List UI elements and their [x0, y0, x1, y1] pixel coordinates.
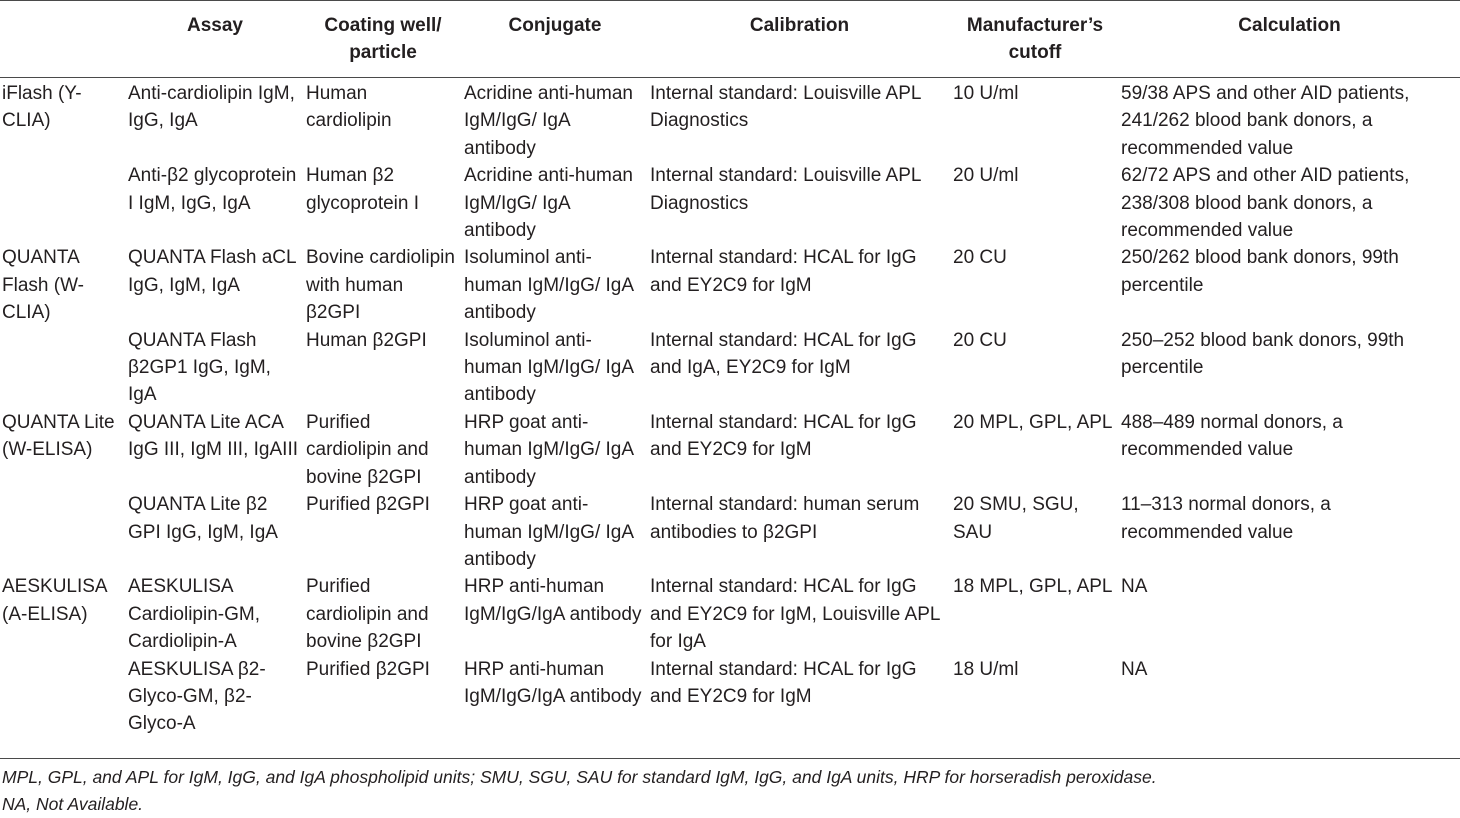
table-cell: Internal standard: Louisville APL Diagnostics [650, 83, 921, 132]
table-cell: Isoluminol anti-human IgM/IgG/ IgA antibody [464, 329, 633, 406]
table-cell: 250–252 blood bank donors, 99th percentile [1121, 329, 1405, 379]
table-cell: Purified cardiolipin and bovine β2GPI [306, 576, 429, 653]
footnote: NA, Not Available. [2, 794, 144, 814]
table-cell: NA [1121, 658, 1148, 680]
table-cell: 10 U/ml [953, 83, 1019, 104]
table-row [0, 162, 1460, 244]
table-row [0, 491, 1460, 573]
table-cell: 18 U/ml [953, 658, 1019, 680]
table-cell: 20 U/ml [953, 165, 1019, 187]
table-cell: Bovine cardiolipin with human β2GPI [306, 247, 455, 324]
table-cell: HRP anti-human IgM/IgG/IgA antibody [464, 658, 642, 707]
table-cell: Human cardiolipin [306, 83, 392, 132]
table-row [0, 244, 1460, 326]
table-cell: Anti-cardiolipin IgM, IgG, IgA [128, 83, 295, 132]
table-cell: HRP anti-human IgM/IgG/IgA antibody [464, 576, 642, 625]
footnote: MPL, GPL, and APL for IgM, IgG, and IgA phospholipid units; SMU, SGU, SAU for standard IgM, IgG, and IgA units, HRP for horseradish peroxidase. [2, 767, 1157, 787]
table-cell [0, 491, 126, 573]
table-cell: Internal standard: HCAL for IgG and IgA, EY2C9 for IgM [650, 329, 917, 379]
table-cell: Internal standard: Louisville APL Diagnostics [650, 165, 921, 214]
table-cell: 488–489 normal donors, a recommended value [1121, 411, 1343, 461]
table-cell: Internal standard: HCAL for IgG and EY2C9 for IgM, Louisville APL for IgA [650, 576, 940, 653]
table-cell: Internal standard: HCAL for IgG and EY2C9 for IgM [650, 658, 917, 707]
table-cell: HRP goat anti-human IgM/IgG/ IgA antibody [464, 411, 633, 488]
header-cell: Coating well/ particle [324, 15, 442, 63]
header-row [0, 0, 1460, 66]
bottom-rule [0, 758, 1460, 759]
table-cell: 20 SMU, SGU, SAU [953, 494, 1079, 543]
table-cell: QUANTA Lite ACA IgG III, IgM III, IgAIII [128, 411, 298, 461]
table-cell: Acridine anti-human IgM/IgG/ IgA antibody [464, 165, 633, 242]
table-cell: QUANTA Flash (W-CLIA) [2, 247, 84, 324]
table-cell: QUANTA Flash aCL IgG, IgM, IgA [128, 247, 296, 296]
table-cell: Internal standard: HCAL for IgG and EY2C9 for IgM [650, 411, 917, 461]
header-cell: Manufacturer’s cutoff [966, 15, 1104, 63]
table-cell [0, 327, 126, 409]
table-cell: iFlash (Y-CLIA) [2, 83, 82, 132]
table-cell: Internal standard: HCAL for IgG and EY2C9 for IgM [650, 247, 917, 296]
table-cell: 20 CU [953, 329, 1007, 351]
table-row [0, 656, 1460, 738]
table-cell: Human β2 glycoprotein I [306, 165, 420, 214]
header-cell: Assay [187, 15, 243, 36]
table-cell: HRP goat anti-human IgM/IgG/ IgA antibody [464, 494, 633, 570]
table-row [0, 573, 1460, 655]
table-cell: 20 CU [953, 247, 1007, 269]
table-cell: 62/72 APS and other AID patients, 238/308 blood bank donors, a recommended value [1121, 165, 1410, 242]
table-cell: Purified β2GPI [306, 494, 430, 516]
table-cell: 250/262 blood bank donors, 99th percentile [1121, 247, 1399, 296]
header-cell: Calibration [749, 15, 850, 36]
table-cell: 11–313 normal donors, a recommended value [1121, 494, 1331, 543]
table-cell: AESKULISA β2-Glyco-GM, β2-Glyco-A [128, 658, 266, 735]
table-cell: QUANTA Lite β2 GPI IgG, IgM, IgA [128, 494, 278, 543]
table-cell: Human β2GPI [306, 329, 427, 351]
header-cell [0, 0, 126, 66]
table-body [0, 66, 1460, 738]
table-row [0, 327, 1460, 409]
header-cell: Calculation [1238, 15, 1341, 36]
header-cell: Conjugate [508, 15, 602, 36]
table-cell: QUANTA Lite (W-ELISA) [2, 411, 115, 461]
table-row [0, 409, 1460, 491]
table-cell: Isoluminol anti-human IgM/IgG/ IgA antibody [464, 247, 633, 324]
table-cell [0, 162, 126, 244]
table-cell: NA [1121, 576, 1148, 598]
table-cell: AESKULISA Cardiolipin-GM, Cardiolipin-A [128, 576, 260, 653]
table-cell: Purified cardiolipin and bovine β2GPI [306, 411, 429, 488]
table-cell: Acridine anti-human IgM/IgG/ IgA antibody [464, 83, 633, 159]
table-cell: Internal standard: human serum antibodies to β2GPI [650, 494, 920, 543]
table-cell: Anti-β2 glycoprotein I IgM, IgG, IgA [128, 165, 297, 214]
table-cell: 18 MPL, GPL, APL [953, 576, 1113, 598]
table-cell: AESKULISA (A-ELISA) [2, 576, 107, 625]
table-cell [0, 656, 126, 738]
table-cell: 59/38 APS and other AID patients, 241/262 blood bank donors, a recommended value [1121, 83, 1410, 159]
table-footnotes [2, 764, 1157, 818]
table-cell: QUANTA Flash β2GP1 IgG, IgM, IgA [128, 329, 271, 406]
table-cell: Purified β2GPI [306, 658, 430, 680]
table-row [0, 66, 1460, 162]
table-cell: 20 MPL, GPL, APL [953, 411, 1113, 433]
